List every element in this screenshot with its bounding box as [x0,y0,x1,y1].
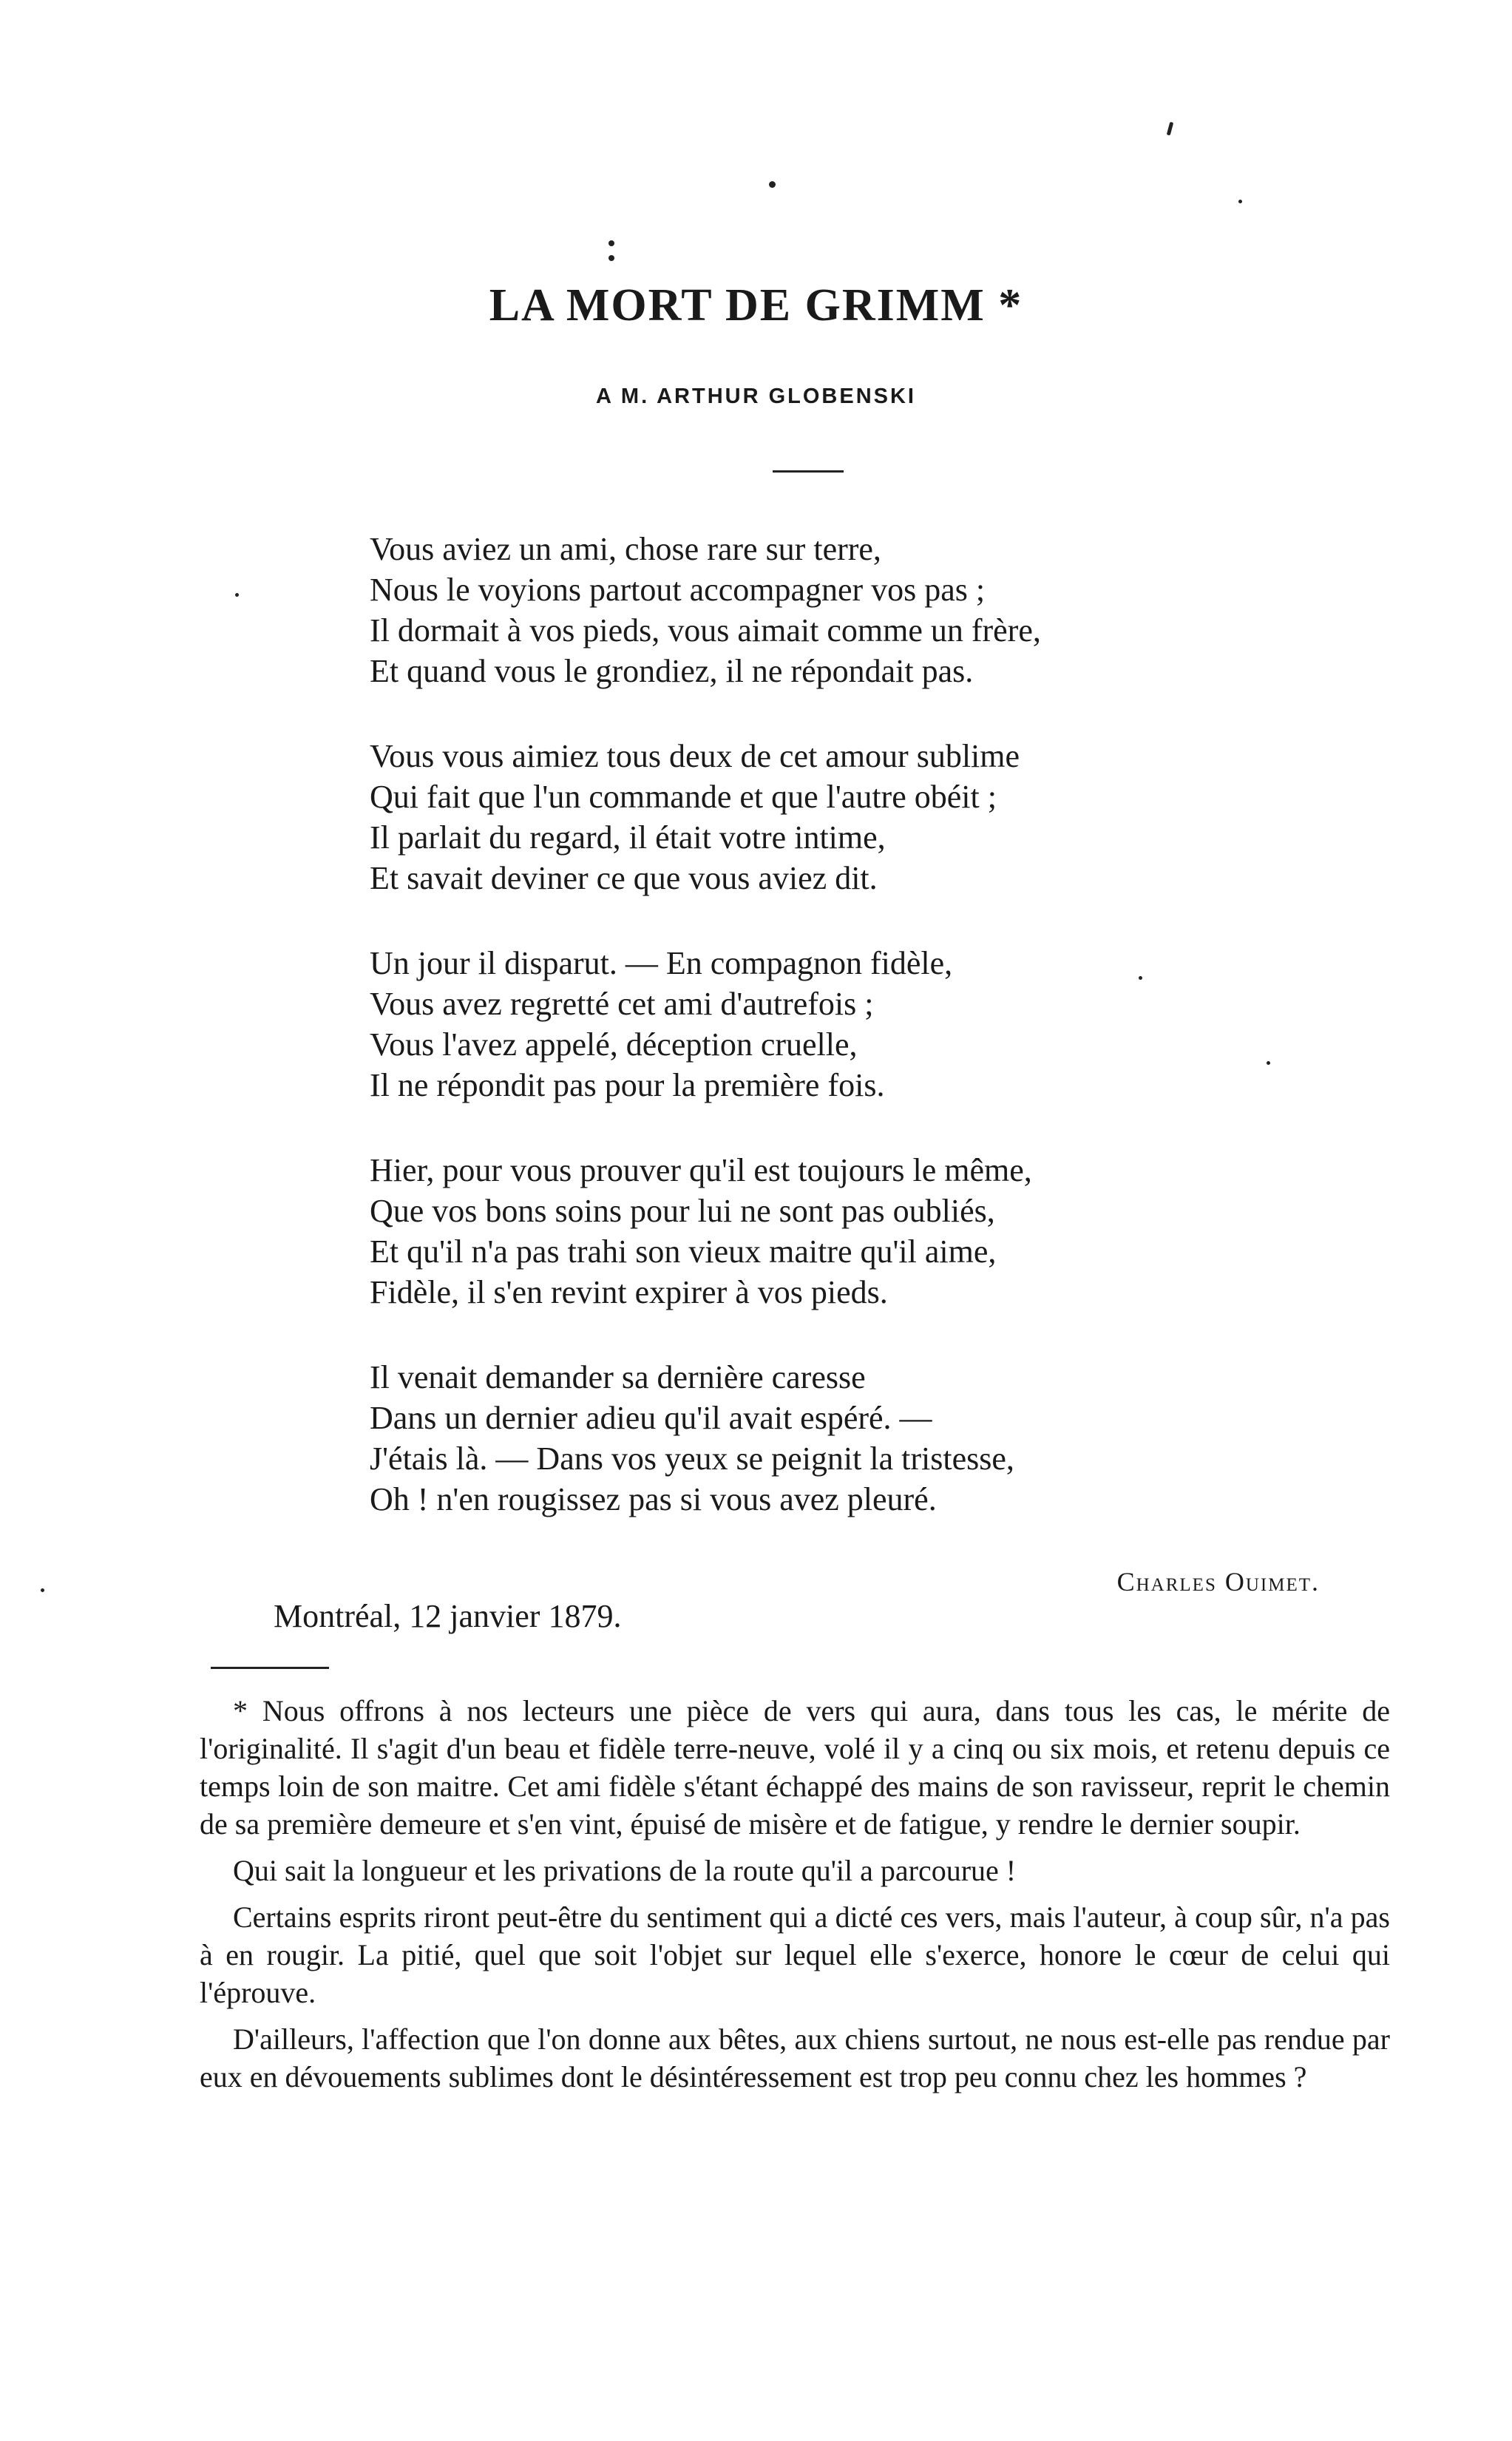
poem-line: Il venait demander sa dernière caresse [370,1359,866,1395]
dedication: A M. ARTHUR GLOBENSKI [595,385,916,408]
poem-stanza [370,736,1257,898]
poem-stanza [370,1150,1257,1313]
footnote-paragraph: Certains esprits riront peut-être du sentiment qui a dicté ces vers, mais l'auteur, à coup sûr, n'a pas à en rougir. La pitié, quel que soit l'objet sur lequel elle s'exerce, honore le cœur de celui qui l'éprouve. [200,1900,1390,2009]
poem-line: Vous avez regretté cet ami d'autrefois ; [370,986,874,1022]
scan-speck [769,181,776,188]
poem-line: Et quand vous le grondiez, il ne répondait pas. [370,653,974,689]
poem-line: Et qu'il n'a pas trahi son vieux maitre qu'il aime, [370,1233,997,1270]
scan-speck [235,593,239,597]
scan-speck [1267,1061,1270,1065]
footnote-paragraph: Qui sait la longueur et les privations de la route qu'il a parcourue ! [233,1854,1017,1887]
scan-speck [1238,200,1242,203]
poem-stanza [370,529,1257,691]
poem-line: Il parlait du regard, il était votre intime, [370,819,886,856]
poem [370,529,1257,1564]
poem-line: Et savait deviner ce que vous aviez dit. [370,860,878,896]
poem-line: Il dormait à vos pieds, vous aimait comme un frère, [370,612,1041,649]
poem-line: Vous l'avez appelé, déception cruelle, [370,1026,858,1063]
poem-line: Vous vous aimiez tous deux de cet amour sublime [370,738,1020,774]
author-signature: Charles Ouimet. [1116,1567,1320,1597]
poem-line: Dans un dernier adieu qu'il avait espéré. — [370,1400,932,1436]
poem-line: Hier, pour vous prouver qu'il est toujours le même, [370,1152,1032,1188]
poem-stanza [370,1357,1257,1520]
place-date: Montréal, 12 janvier 1879. [274,1598,622,1634]
scan-speck [608,240,614,246]
title-rule [773,470,844,473]
poem-line: Il ne répondit pas pour la première fois. [370,1067,885,1103]
poem-line: Vous aviez un ami, chose rare sur terre, [370,531,881,567]
poem-stanza [370,943,1257,1106]
footnotes [200,1692,1390,2105]
poem-line: Nous le voyions partout accompagner vos pas ; [370,572,986,608]
footnote-paragraph: * Nous offrons à nos lecteurs une pièce de vers qui aura, dans tous les cas, le mérite de l'originalité. Il s'agit d'un beau et fidèle terre-neuve, volé il y a cinq ou six mois, et retenu depuis ce temps loin de son maitre. Cet ami fidèle s'étant échappé des mains de son ravisseur, reprit le chemin de sa première demeure et s'en vint, épuisé de misère et de fatigue, y rendre le dernier soupir. [200,1694,1390,1841]
poem-line: Un jour il disparut. — En compagnon fidèle, [370,945,953,981]
poem-line: Fidèle, il s'en revint expirer à vos pieds. [370,1274,888,1310]
poem-line: Oh ! n'en rougissez pas si vous avez pleuré. [370,1481,937,1517]
poem-line: Que vos bons soins pour lui ne sont pas oubliés, [370,1193,995,1229]
scan-speck [608,255,614,261]
page-title: LA MORT DE GRIMM * [489,280,1023,331]
footnote-paragraph: D'ailleurs, l'affection que l'on donne aux bêtes, aux chiens surtout, ne nous est-elle pas rendue par eux en dévouements sublimes dont le désintéressement est trop peu connu chez les hommes ? [200,2022,1390,2093]
poem-line: J'étais là. — Dans vos yeux se peignit la tristesse, [370,1440,1014,1477]
scan-speck [1167,122,1173,136]
scan-speck [41,1588,44,1592]
footnote-rule [211,1667,329,1669]
poem-line: Qui fait que l'un commande et que l'autre obéit ; [370,779,997,815]
